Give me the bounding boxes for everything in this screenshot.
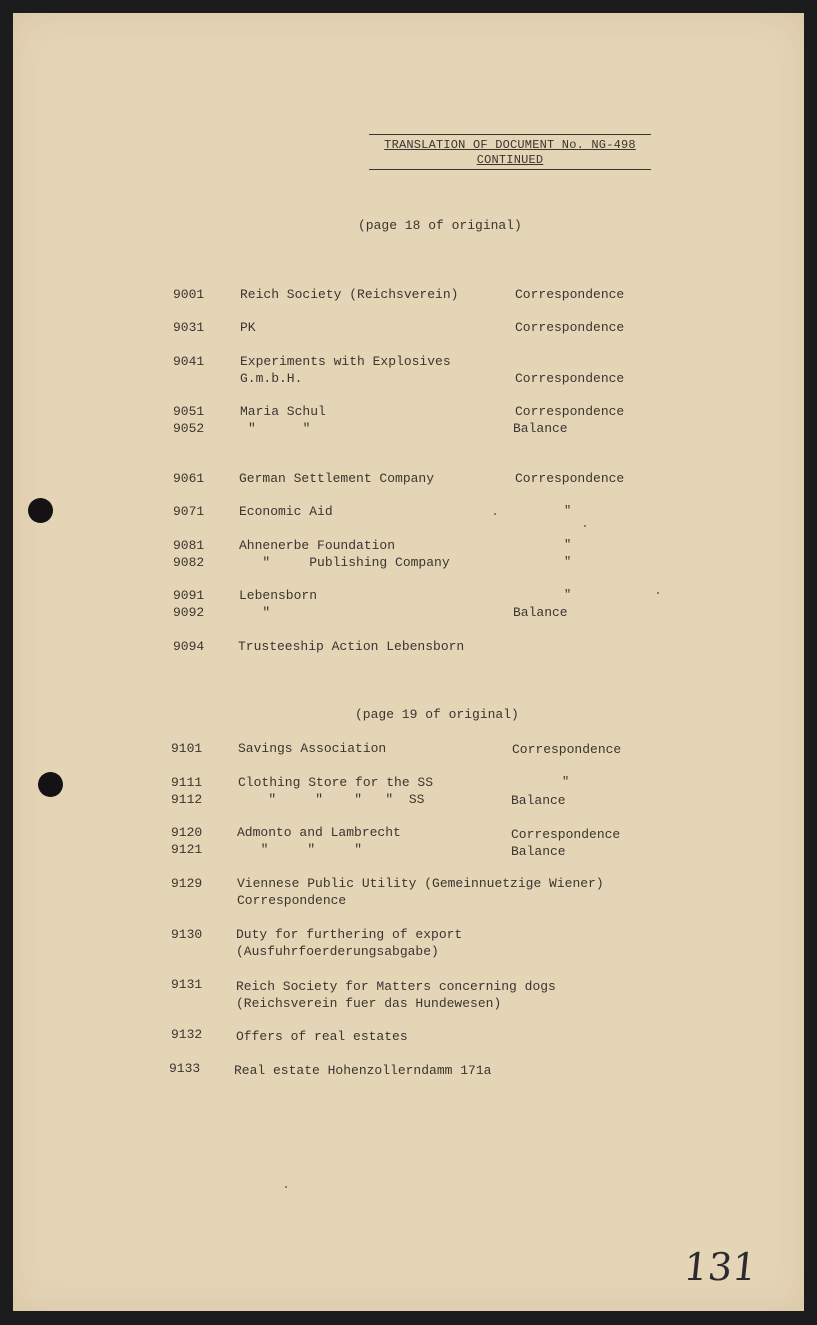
entry-description: Admonto and Lambrecht [237,825,401,840]
paper-speck [584,525,586,527]
entry-description: " " " [245,842,363,857]
entry-number: 9031 [173,320,205,335]
section-label-page-18: (page 18 of original) [358,218,522,233]
entry-type: Correspondence [512,742,622,757]
entry-number: 9132 [171,1027,203,1042]
entry-number: 9092 [173,605,205,620]
entry-number: 9094 [173,639,205,654]
section-label-page-19: (page 19 of original) [355,707,519,722]
entry-type: Correspondence [515,320,625,335]
entry-type: Balance [511,793,566,808]
entry-number: 9129 [171,876,203,891]
entry-number: 9091 [173,588,205,603]
punch-hole-top [28,498,53,523]
entry-number: 9130 [171,927,203,942]
entry-type: " [562,775,570,789]
entry-type: Balance [513,605,568,620]
entry-description: Real estate Hohenzollerndamm 171a [234,1063,492,1078]
entry-description: Savings Association [238,741,387,756]
entry-description: Maria Schul [240,404,326,419]
entry-type: Correspondence [515,287,625,302]
entry-type: Correspondence [511,827,621,842]
entry-number: 9111 [171,775,203,790]
entry-description: PK [240,320,256,335]
entry-description: Duty for furthering of export (Ausfuhrfoerderungsabgabe) [236,927,463,959]
entry-description: Experiments with Explosives G.m.b.H. [240,354,451,386]
entry-description: German Settlement Company [239,471,435,486]
entry-type: Correspondence [515,471,625,486]
punch-hole-bottom [38,772,63,797]
entry-number: 9101 [171,741,203,756]
entry-description: Economic Aid [239,504,333,519]
entry-description: Reich Society (Reichsverein) [240,287,459,302]
entry-description: " [239,605,271,620]
entry-description: Trusteeship Action Lebensborn [238,639,465,654]
document-page [13,13,804,1311]
entry-number: 9052 [173,421,205,436]
document-subtitle: CONTINUED [476,153,544,167]
entry-description: " Publishing Company [239,555,450,570]
entry-number: 9133 [169,1061,201,1076]
paper-speck [285,1186,287,1188]
entry-description: Reich Society for Matters concerning dogs (Reichsverein fuer das Hundewesen) [236,979,556,1011]
entry-type: Correspondence [515,404,625,419]
entry-type: Balance [511,844,566,859]
entry-number: 9081 [173,538,205,553]
entry-description: Offers of real estates [236,1029,408,1044]
header-rule-bottom [369,169,651,170]
handwritten-page-number: 131 [682,1245,760,1289]
entry-type: " [564,588,572,602]
entry-type: " [564,504,572,518]
entry-description: Viennese Public Utility (Gemeinnuetzige Wiener) Correspondence [237,876,604,908]
entry-number: 9061 [173,471,205,486]
entry-number: 9120 [171,825,203,840]
entry-description: " " [248,421,311,436]
entry-number: 9071 [173,504,205,519]
entry-description: " " " " SS [245,792,425,807]
entry-number: 9131 [171,977,203,992]
entry-type: Correspondence [515,371,625,386]
entry-number: 9112 [171,792,203,807]
entry-number: 9001 [173,287,205,302]
document-header [360,134,660,170]
entry-description: Ahnenerbe Foundation [239,538,396,553]
entry-type: " [564,555,572,569]
entry-number: 9082 [173,555,205,570]
paper-speck [657,592,659,594]
entry-number: 9041 [173,354,205,369]
entry-description: Clothing Store for the SS [238,775,434,790]
paper-speck [494,513,496,515]
entry-type: " [564,538,572,552]
entry-description: Lebensborn [239,588,318,603]
entry-type: Balance [513,421,568,436]
document-title: TRANSLATION OF DOCUMENT No. NG-498 [384,138,636,152]
entry-number: 9051 [173,404,205,419]
entry-number: 9121 [171,842,203,857]
